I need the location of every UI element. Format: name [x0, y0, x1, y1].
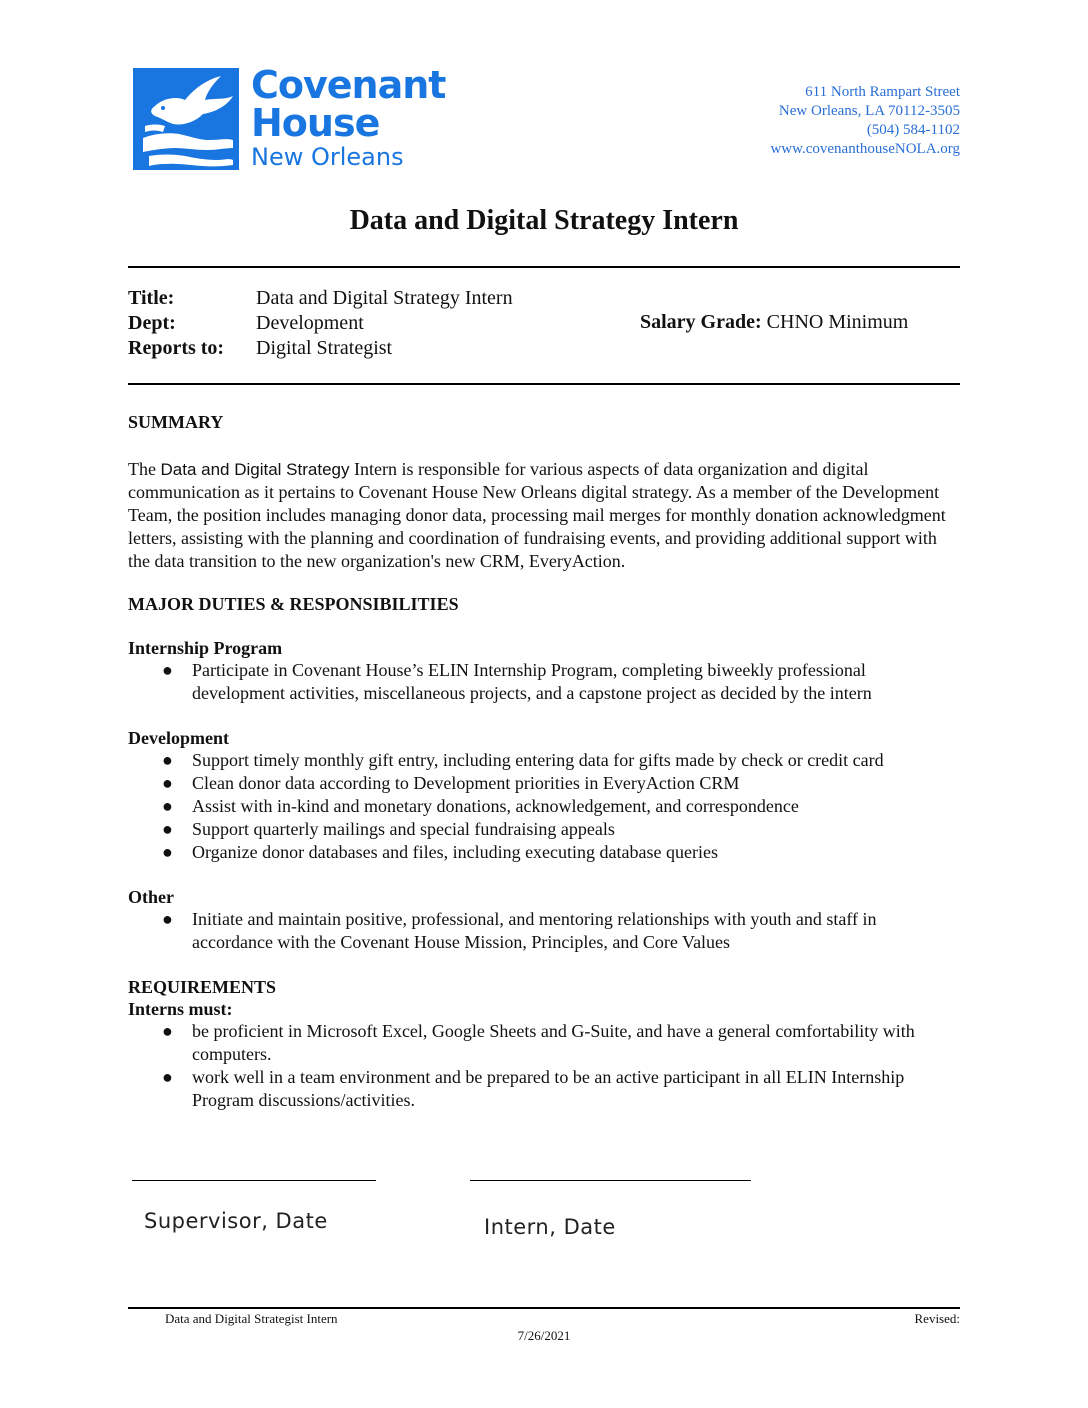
list-item: [128, 841, 960, 864]
summary-text-rest: Intern is responsible for various aspects of data organization and digital communication as it pertains to Covenant House New Orleans digital strategy. As a member of the Development Team, the position includes managing donor data, processing mail merges for monthly donation acknowledgment letters, assisting with the planning and coordination of fundraising events, and providing additional support with the data transition to the new organization's new CRM, EveryAction.: [128, 459, 946, 571]
summary-text-role: Data and Digital Strategy: [160, 460, 350, 479]
other-subheading: Other: [128, 887, 174, 907]
supervisor-signature-label: Supervisor, Date: [144, 1209, 328, 1233]
list-item: [128, 1066, 960, 1112]
bullet-icon: ●: [162, 1067, 173, 1087]
address-city: New Orleans, LA 70112-3505: [778, 103, 960, 119]
meta-divider: [128, 383, 960, 385]
document-title: Data and Digital Strategy Intern: [349, 205, 739, 236]
logo-wordmark: [251, 63, 446, 172]
intern-signature-line: [470, 1180, 751, 1181]
dove-hands-logo-icon: [133, 68, 239, 170]
summary-heading: SUMMARY: [128, 412, 224, 432]
list-item-text: Participate in Covenant House’s ELIN Internship Program, completing biweekly professional development activities, miscellaneous projects, and a capstone project as decided by the intern: [192, 660, 872, 703]
salary-grade: [640, 311, 908, 334]
bullet-icon: ●: [162, 796, 173, 816]
bullet-icon: ●: [162, 1021, 173, 1041]
summary-text: [128, 458, 960, 573]
meta-dept-label: Dept:: [128, 312, 176, 334]
supervisor-signature-line: [132, 1180, 376, 1181]
address-website[interactable]: www.covenanthouseNOLA.org: [770, 141, 960, 157]
requirements-subheading: Interns must:: [128, 999, 233, 1019]
intern-signature-label: Intern, Date: [484, 1215, 616, 1239]
bullet-icon: ●: [162, 773, 173, 793]
bullet-icon: ●: [162, 842, 173, 862]
list-item-text: Organize donor databases and files, including executing database queries: [192, 842, 718, 862]
duties-heading: MAJOR DUTIES & RESPONSIBILITIES: [128, 594, 459, 614]
footer-revised-label: Revised:: [914, 1311, 960, 1326]
footer-revised-date: 7/26/2021: [517, 1328, 571, 1343]
list-item: [128, 772, 960, 795]
development-subheading: Development: [128, 728, 229, 748]
list-item: [128, 795, 960, 818]
footer-document-name: Data and Digital Strategist Intern: [165, 1311, 338, 1326]
other-list: [128, 908, 960, 954]
list-item-text: Support quarterly mailings and special fundraising appeals: [192, 819, 615, 839]
salary-value: CHNO Minimum: [766, 311, 909, 333]
list-item-text: Support timely monthly gift entry, including entering data for gifts made by check or credit card: [192, 750, 884, 770]
job-meta: [128, 286, 513, 361]
meta-reports-value: Digital Strategist: [256, 337, 393, 359]
internship-subheading: Internship Program: [128, 638, 283, 658]
meta-title-value: Data and Digital Strategy Intern: [256, 287, 513, 309]
organization-logo: [133, 63, 453, 174]
development-list: [128, 749, 960, 864]
list-item: [128, 1020, 960, 1066]
requirements-list: [128, 1020, 960, 1112]
bullet-icon: ●: [162, 660, 173, 680]
meta-reports-row: [128, 336, 513, 361]
address-phone: (504) 584-1102: [866, 122, 960, 138]
summary-section: [128, 411, 960, 573]
list-item-text: Assist with in-kind and monetary donations, acknowledgement, and correspondence: [192, 796, 799, 816]
top-divider: [128, 266, 960, 268]
footer-divider: [128, 1307, 960, 1309]
address-block: [770, 83, 960, 159]
bullet-icon: ●: [162, 909, 173, 929]
list-item: [128, 908, 960, 954]
list-item: [128, 749, 960, 772]
logo-line-2: House: [251, 101, 380, 145]
meta-reports-label: Reports to:: [128, 337, 225, 359]
meta-title-row: [128, 286, 513, 311]
meta-dept-row: [128, 311, 513, 336]
bullet-icon: ●: [162, 750, 173, 770]
list-item-text: work well in a team environment and be prepared to be an active participant in all ELIN Internship Program discussions/activities.: [192, 1067, 905, 1110]
requirements-section: [128, 976, 960, 1112]
meta-dept-value: Development: [256, 312, 364, 334]
logo-line-1: Covenant: [251, 63, 446, 107]
internship-list: [128, 659, 960, 705]
address-street: 611 North Rampart Street: [805, 84, 960, 100]
logo-line-3: New Orleans: [251, 143, 404, 171]
duties-section: [128, 593, 960, 954]
list-item-text: be proficient in Microsoft Excel, Google Sheets and G-Suite, and have a general comfortability with computers.: [192, 1021, 915, 1064]
list-item-text: Initiate and maintain positive, professional, and mentoring relationships with youth and staff in accordance with the Covenant House Mission, Principles, and Core Values: [192, 909, 877, 952]
list-item-text: Clean donor data according to Development priorities in EveryAction CRM: [192, 773, 740, 793]
summary-text-start: The: [128, 459, 161, 479]
requirements-heading: REQUIREMENTS: [128, 977, 277, 997]
salary-label: Salary Grade:: [640, 311, 762, 333]
list-item: [128, 818, 960, 841]
list-item: [128, 659, 960, 705]
meta-title-label: Title:: [128, 287, 175, 309]
bullet-icon: ●: [162, 819, 173, 839]
